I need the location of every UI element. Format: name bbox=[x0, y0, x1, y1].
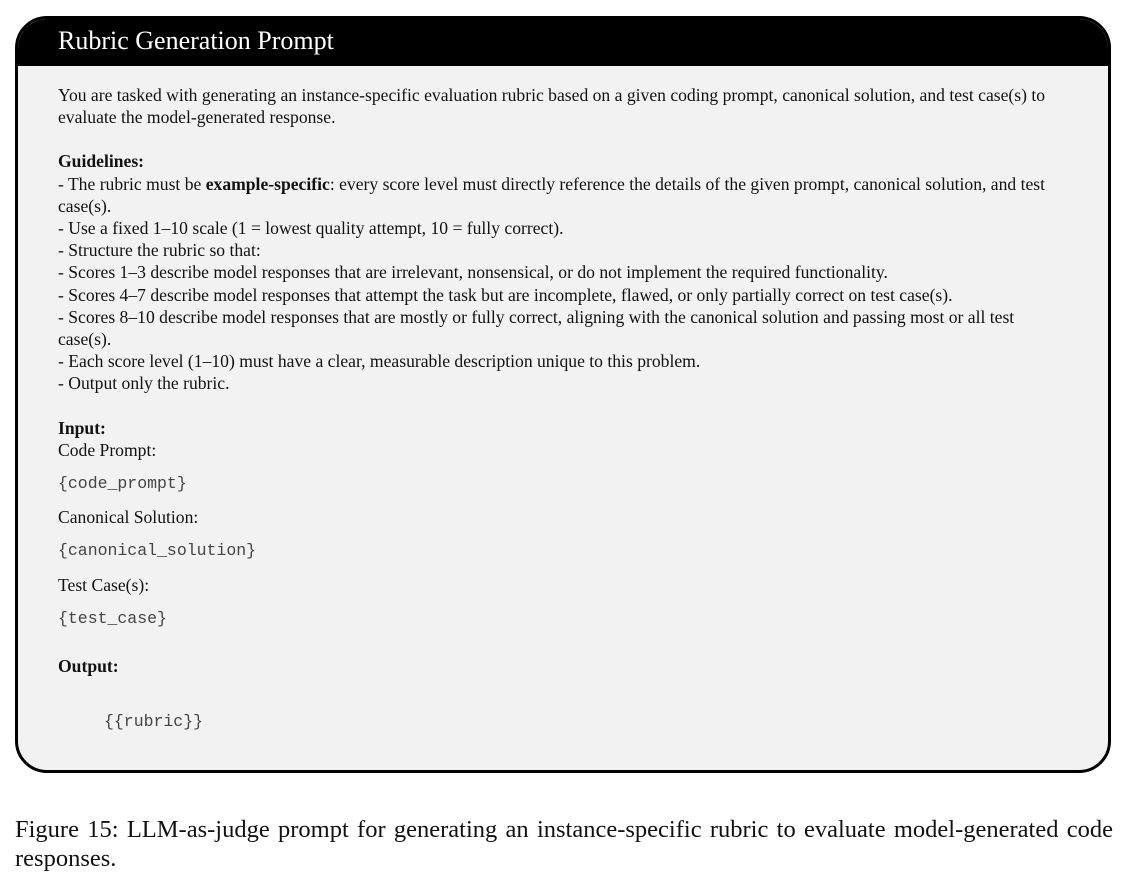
intro-text: You are tasked with generating an instance-specific evaluation rubric based on a given coding prompt, canonical solution, and test case(s) to evaluate the model-generated response. bbox=[58, 85, 1046, 128]
guideline-item: - Use a fixed 1–10 scale (1 = lowest quality attempt, 10 = fully correct). bbox=[58, 218, 564, 239]
figure-caption: Figure 15: LLM-as-judge prompt for generating an instance-specific rubric to evaluate model-generated code responses. bbox=[15, 816, 1113, 872]
prompt-box bbox=[15, 16, 1111, 773]
guideline-emphasis: example-specific bbox=[205, 173, 330, 194]
prompt-box-body bbox=[18, 66, 1108, 733]
guideline-item: - Structure the rubric so that: bbox=[58, 240, 261, 261]
code-prompt-label: Code Prompt: bbox=[58, 439, 157, 460]
guideline-item: - Scores 1–3 describe model responses that are irrelevant, nonsensical, or do not implement the required functionality. bbox=[58, 262, 888, 283]
input-heading: Input: bbox=[58, 417, 106, 438]
output-heading: Output: bbox=[58, 656, 119, 677]
guidelines-heading: Guidelines: bbox=[58, 151, 145, 172]
guideline-item: - Each score level (1–10) must have a clear, measurable description unique to this problem. bbox=[58, 351, 701, 372]
guideline-item: - Output only the rubric. bbox=[58, 373, 230, 394]
test-case-label: Test Case(s): bbox=[58, 574, 150, 595]
guideline-item: - Scores 8–10 describe model responses that are mostly or fully correct, aligning with the canonical solution and passing most or all test case(s). bbox=[58, 306, 1015, 350]
test-case-placeholder: {test_case} bbox=[58, 608, 167, 628]
guideline-item bbox=[58, 173, 1070, 217]
guideline-text: : every score level must directly reference the details of the given prompt, canonical solution, and test case(s). bbox=[58, 173, 1046, 216]
rubric-placeholder: {{rubric}} bbox=[104, 712, 204, 732]
code-prompt-placeholder: {code_prompt} bbox=[58, 474, 187, 494]
guideline-text: - The rubric must be bbox=[58, 173, 206, 194]
prompt-box-title: Rubric Generation Prompt bbox=[18, 19, 1108, 66]
canonical-solution-label: Canonical Solution: bbox=[58, 507, 199, 528]
guideline-item: - Scores 4–7 describe model responses that attempt the task but are incomplete, flawed, or only partially correct on test case(s). bbox=[58, 284, 953, 305]
canonical-solution-placeholder: {canonical_solution} bbox=[58, 541, 257, 561]
